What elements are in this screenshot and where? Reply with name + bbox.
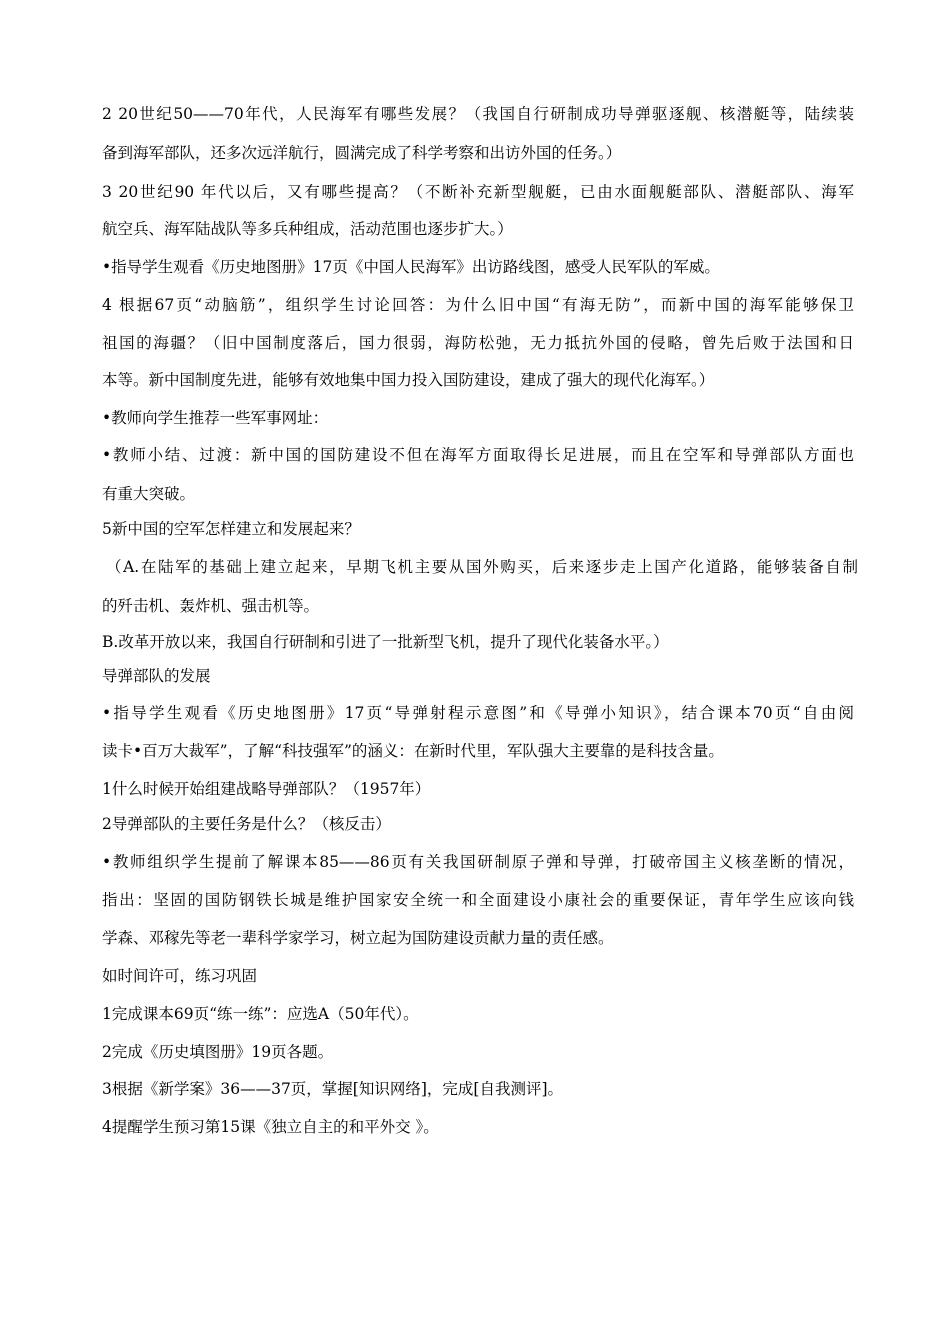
text-line: 3 20世纪90 年代以后，又有哪些提高？（不断补充新型舰艇，已由水面舰艇部队、潜艇部队、海军 bbox=[102, 183, 854, 201]
text-line: 1完成课本69页“练一练”：应选A（50年代）。 bbox=[102, 1005, 419, 1023]
text-line: 3根据《新学案》36——37页，掌握[知识网络]，完成[自我测评]。 bbox=[102, 1080, 563, 1098]
text-line: 4 根据67页“动脑筋”，组织学生讨论回答：为什么旧中国“有海无防”，而新中国的海军能够保卫 bbox=[102, 296, 854, 314]
text-line: 2完成《历史填图册》19页各题。 bbox=[102, 1043, 334, 1061]
text-line: •教师小结、过渡：新中国的国防建设不但在海军方面取得长足进展，而且在空军和导弹部队方面也 bbox=[102, 446, 854, 464]
text-line: 学森、邓稼先等老一辈科学家学习，树立起为国防建设贡献力量的责任感。 bbox=[102, 929, 614, 947]
text-line: 备到海军部队，还多次远洋航行，圆满完成了科学考察和出访外国的任务。） bbox=[102, 144, 622, 162]
text-line: •教师向学生推荐一些军事网址： bbox=[102, 409, 329, 427]
text-line: 的歼击机、轰炸机、强击机等。 bbox=[102, 597, 320, 615]
text-line: 读卡•百万大裁军”，了解“科技强军”的涵义：在新时代里，军队强大主要靠的是科技含量。 bbox=[102, 742, 724, 760]
text-line: 如时间许可，练习巩固 bbox=[102, 967, 258, 985]
text-line: B.改革开放以来，我国自行研制和引进了一批新型飞机，提升了现代化装备水平。） bbox=[102, 633, 669, 651]
text-line: 本等。新中国制度先进，能够有效地集中国力投入国防建设，建成了强大的现代化海军。） bbox=[102, 371, 715, 389]
text-line: 4提醒学生预习第15课《独立自主的和平外交 》。 bbox=[102, 1118, 439, 1136]
text-line: 有重大突破。 bbox=[102, 485, 196, 503]
text-line: 1什么时候开始组建战略导弹部队？（1957年） bbox=[102, 780, 431, 798]
text-line: 5新中国的空军怎样建立和发展起来？ bbox=[102, 520, 360, 538]
text-line: •教师组织学生提前了解课本85——86页有关我国研制原子弹和导弹，打破帝国主义核垄断的情况， bbox=[102, 853, 854, 871]
text-line: 2 20世纪50——70年代，人民海军有哪些发展？（我国自行研制成功导弹驱逐舰、核潜艇等，陆续装 bbox=[102, 105, 854, 123]
text-line: •指导学生观看《历史地图册》17页“导弹射程示意图”和《导弹小知识》，结合课本70页“自由阅 bbox=[102, 704, 854, 722]
text-line: 导弹部队的发展 bbox=[102, 667, 211, 685]
text-line: 航空兵、海军陆战队等多兵种组成，活动范围也逐步扩大。） bbox=[102, 220, 513, 238]
text-line: 祖国的海疆？（旧中国制度落后，国力很弱，海防松弛，无力抵抗外国的侵略，曾先后败于法国和日 bbox=[102, 334, 854, 352]
text-line: •指导学生观看《历史地图册》17页《中国人民海军》出访路线图，感受人民军队的军威。 bbox=[102, 258, 720, 276]
text-line: 2导弹部队的主要任务是什么？（核反击） bbox=[102, 815, 391, 833]
text-line: （A.在陆军的基础上建立起来，早期飞机主要从国外购买，后来逐步走上国产化道路，能够装备自制 bbox=[106, 558, 858, 576]
text-line: 指出：坚固的国防钢铁长城是维护国家安全统一和全面建设小康社会的重要保证，青年学生应该向钱 bbox=[102, 891, 854, 909]
